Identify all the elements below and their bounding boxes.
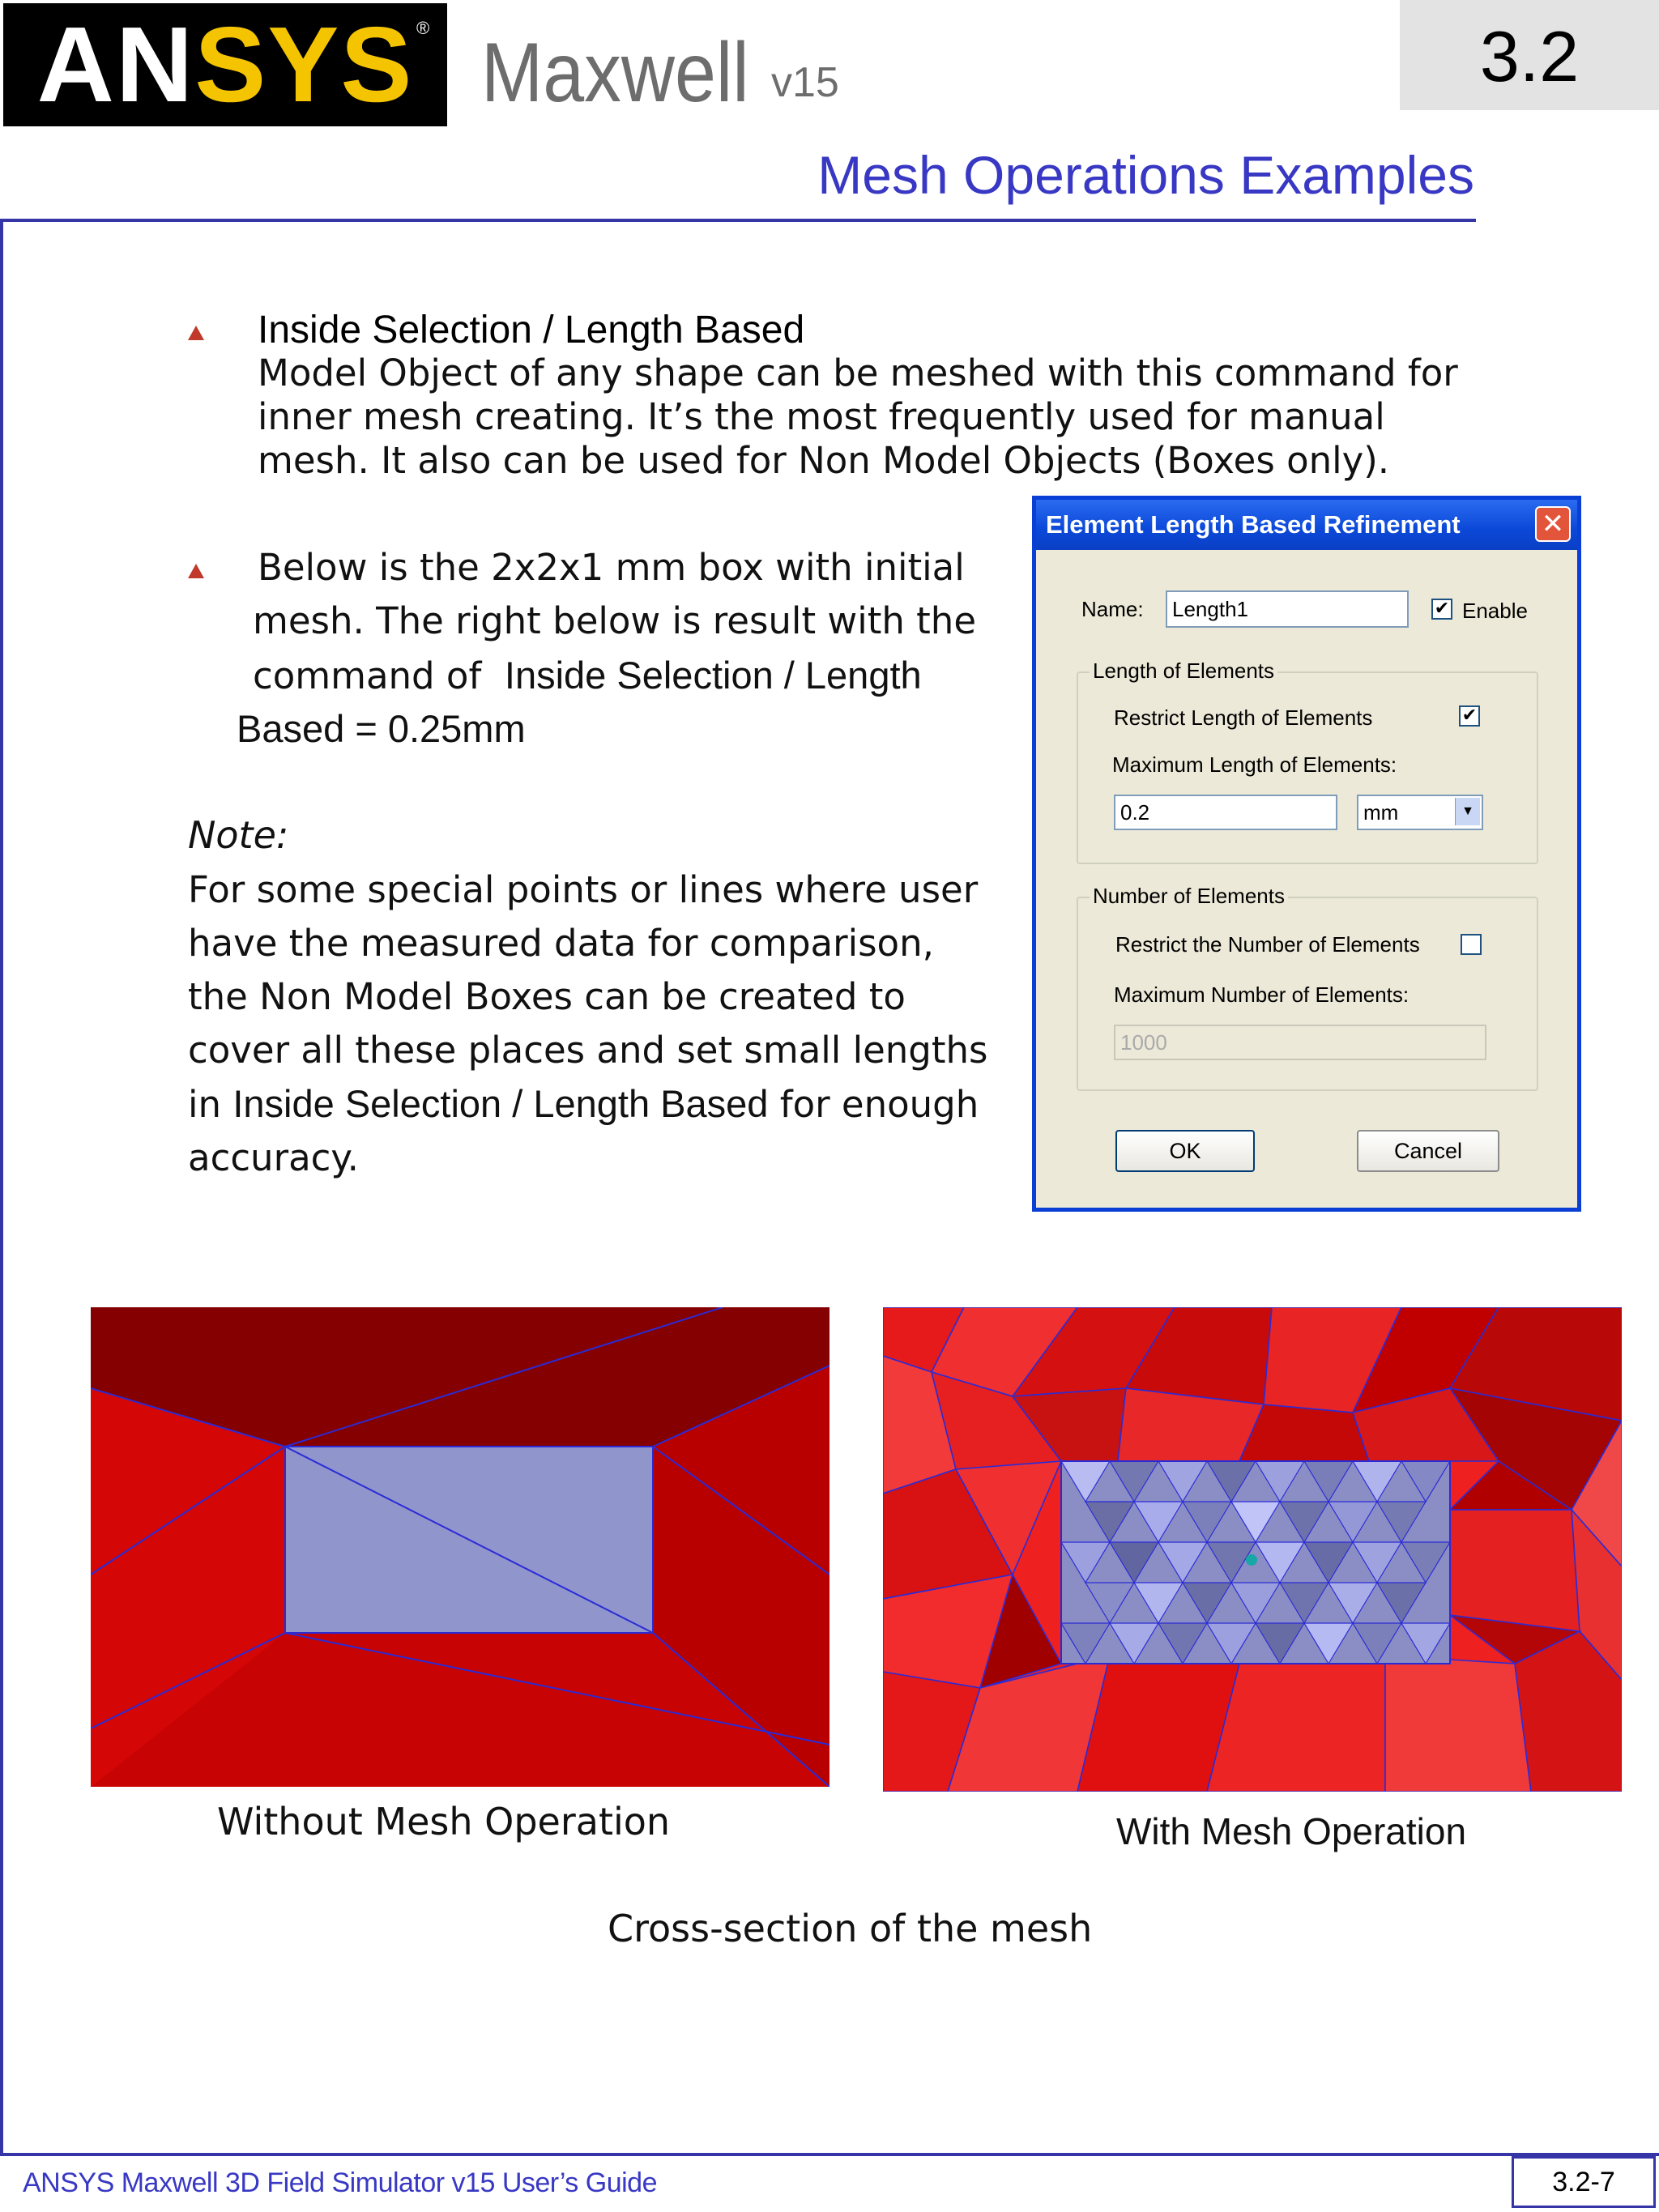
caption-with-mesh-operation: With Mesh Operation — [1116, 1810, 1467, 1852]
bullet2-line2: mesh. The right below is result with the — [253, 599, 977, 642]
bullet2-line3 — [253, 653, 922, 697]
enable-checkbox[interactable]: ✔ — [1431, 599, 1452, 620]
note-label: Note: — [188, 813, 289, 857]
cancel-button[interactable]: Cancel — [1357, 1130, 1499, 1172]
max-number-input[interactable]: 1000 — [1114, 1025, 1486, 1060]
max-number-label: Maximum Number of Elements: — [1114, 982, 1410, 1007]
bullet-icon — [188, 564, 204, 578]
note-text-bold: Inside Selection / Length Based — [232, 1082, 769, 1125]
header-rule — [0, 219, 1476, 222]
logo-text-white: AN — [36, 5, 195, 124]
name-label: Name: — [1081, 597, 1144, 621]
restrict-number-checkbox[interactable] — [1461, 934, 1482, 955]
length-group-title: Length of Elements — [1090, 658, 1277, 684]
footer-rule — [0, 2153, 1659, 2156]
bullet2-line3-bold: Inside Selection / Length — [504, 654, 922, 697]
ok-button[interactable]: OK — [1115, 1130, 1255, 1172]
note-text-before: For some special points or lines where user have the measured data for comparison, the Non Model Boxes can be created to cover all these places and set small lengths in — [188, 868, 988, 1126]
units-dropdown[interactable] — [1357, 795, 1483, 830]
mesh-without-operation-image — [91, 1307, 830, 1787]
bullet2-line3-prefix: command of — [253, 654, 482, 697]
logo-text-yellow: SYS — [194, 5, 414, 124]
name-input[interactable]: Length1 — [1166, 590, 1409, 628]
caption-without-mesh-operation: Without Mesh Operation — [217, 1800, 671, 1843]
bullet1-heading: Inside Selection / Length Based — [258, 309, 805, 352]
bullet2-line1: Below is the 2x2x1 mm box with initial — [258, 546, 965, 589]
ansys-logo — [3, 3, 447, 126]
section-number: 3.2 — [1479, 16, 1580, 96]
enable-label: Enable — [1462, 599, 1528, 623]
figure-caption: Cross-section of the mesh — [608, 1907, 1093, 1950]
bullet1-text: Model Object of any shape can be meshed with this command for inner mesh creating. It’s the most frequently used for manual mesh. It also can be used for Non Model Objects (Boxes only). — [258, 352, 1458, 482]
logo-registered-mark: ® — [416, 18, 430, 38]
close-icon[interactable]: ✕ — [1535, 506, 1571, 542]
restrict-length-checkbox[interactable]: ✔ — [1459, 705, 1480, 727]
bullet2-line4: Based = 0.25mm — [237, 707, 526, 750]
product-name: Maxwell — [481, 26, 749, 120]
max-length-label: Maximum Length of Elements: — [1112, 752, 1397, 777]
mesh-with-operation-image — [883, 1307, 1622, 1792]
section-number-box — [1400, 0, 1659, 110]
note-text-after: for enough accuracy. — [188, 1083, 979, 1179]
number-group-title: Number of Elements — [1090, 884, 1288, 909]
chevron-down-icon[interactable]: ▼ — [1455, 798, 1480, 825]
dialog-title: Element Length Based Refinement — [1046, 510, 1461, 539]
product-version: v15 — [771, 59, 839, 106]
restrict-number-label: Restrict the Number of Elements — [1115, 932, 1420, 957]
left-rule — [0, 219, 3, 2154]
page-title: Mesh Operations Examples — [817, 145, 1474, 205]
units-value: mm — [1363, 800, 1399, 825]
footer-page-box — [1512, 2156, 1656, 2208]
note-text — [188, 863, 998, 1185]
restrict-length-label: Restrict Length of Elements — [1114, 705, 1373, 730]
element-length-dialog — [1032, 496, 1581, 1212]
page-number: 3.2-7 — [1552, 2167, 1615, 2197]
max-length-input[interactable]: 0.2 — [1114, 795, 1337, 830]
bullet-icon — [188, 326, 204, 340]
dialog-titlebar — [1036, 500, 1577, 550]
footer-guide-title: ANSYS Maxwell 3D Field Simulator v15 User’s Guide — [23, 2167, 657, 2198]
